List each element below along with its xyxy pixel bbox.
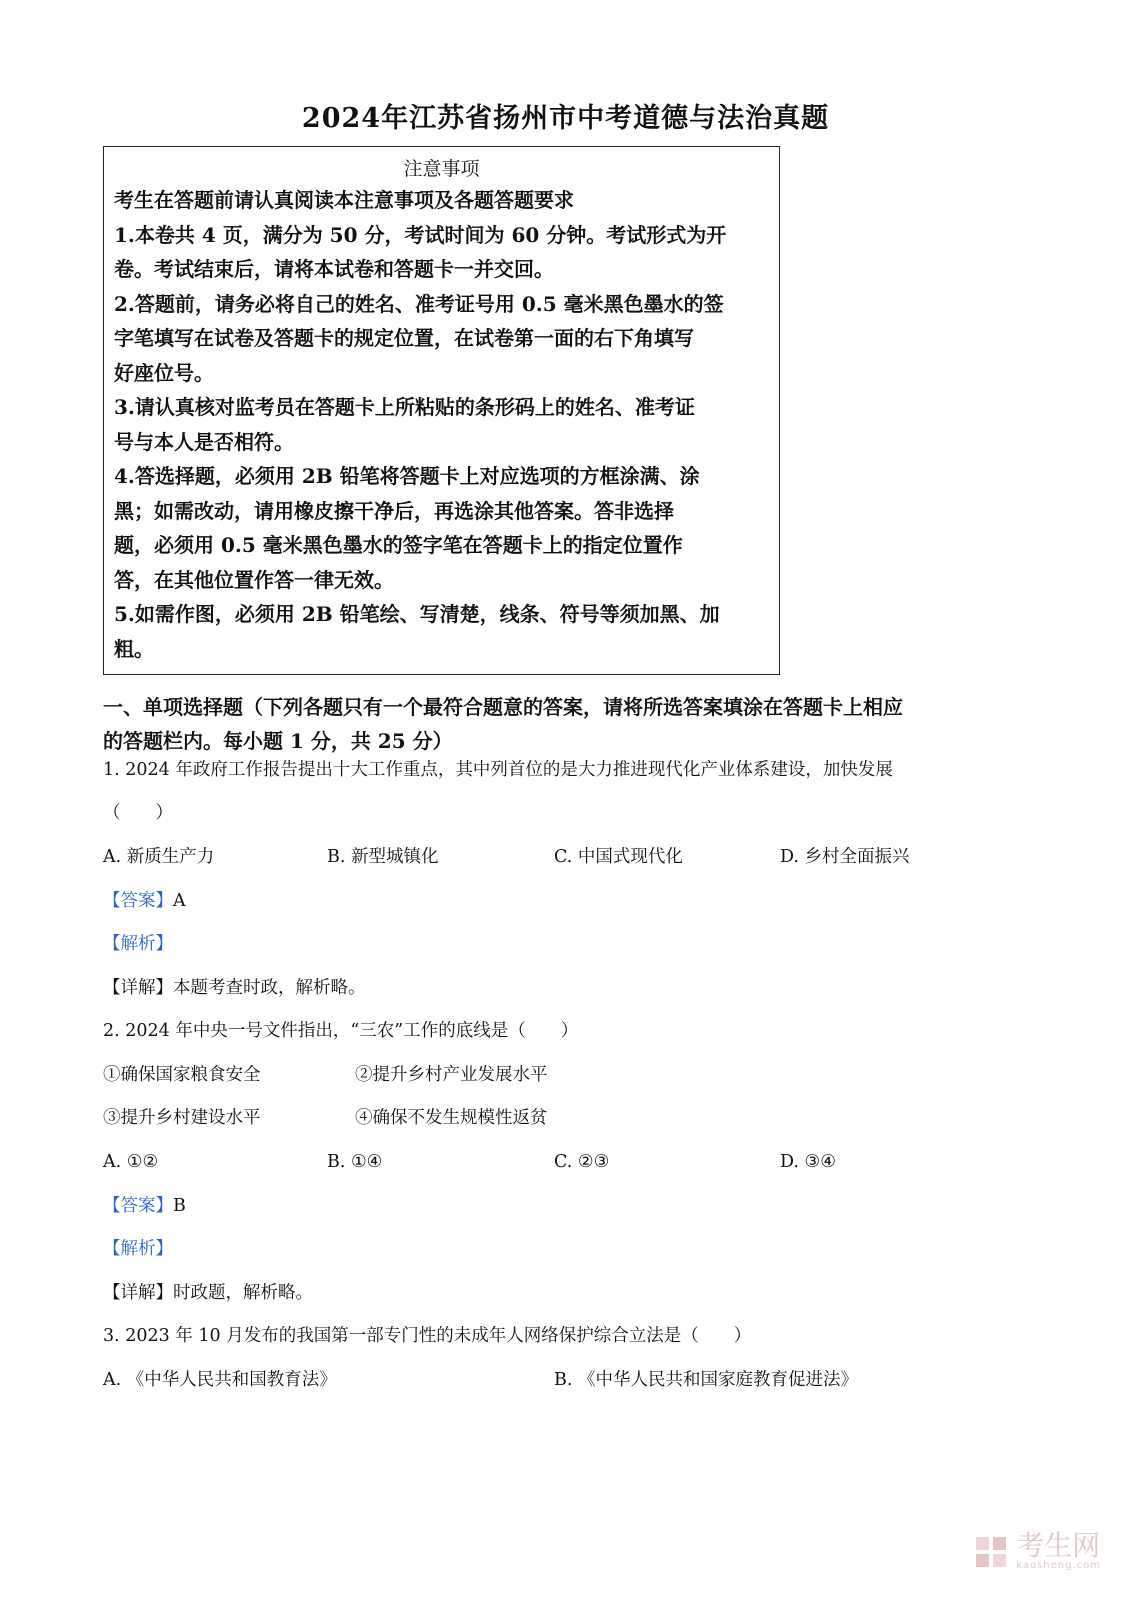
question-1-blank: （ ） (103, 803, 173, 823)
question-2-detail (103, 1281, 313, 1305)
answer-value: B (173, 1196, 186, 1216)
notice-line: 题，必须用 0.5 毫米黑色墨水的签字笔在答题卡上的指定位置作 (114, 533, 683, 557)
notice-line: 卷。考试结束后，请将本试卷和答题卡一并交回。 (114, 257, 554, 281)
section-heading (103, 690, 1033, 758)
section-heading-line: 一、单项选择题（下列各题只有一个最符合题意的答案，请将所选答案填涂在答题卡上相应 (103, 695, 903, 719)
answer-tag: 【答案】 (103, 891, 173, 911)
question-1-stem: 1. 2024 年政府工作报告提出十大工作重点，其中列首位的是大力推进现代化产业体系建设，加快发展 (103, 760, 893, 780)
notice-line: 5.如需作图，必须用 2B 铅笔绘、写清楚，线条、符号等须加黑、加 (114, 602, 720, 626)
section-heading-line: 的答题栏内。每小题 1 分，共 25 分） (103, 729, 453, 753)
kaosheng-logo-icon (974, 1535, 1008, 1569)
question-2-analysis-tag: 【解析】 (103, 1239, 173, 1259)
question-2-option-b: B. ①④ (327, 1152, 383, 1172)
question-1-analysis-tag: 【解析】 (103, 934, 173, 954)
question-2-item-2: ②提升乡村产业发展水平 (355, 1065, 548, 1085)
detail-text: 时政题，解析略。 (173, 1283, 313, 1303)
question-1-option-a: A. 新质生产力 (103, 847, 215, 867)
watermark-subtext: kaosheng.com (1016, 1560, 1101, 1571)
detail-text: 本题考查时政，解析略。 (173, 978, 366, 998)
question-2-item-4: ④确保不发生规模性返贫 (355, 1108, 548, 1128)
notice-line: 3.请认真核对监考员在答题卡上所粘贴的条形码上的姓名、准考证 (114, 395, 695, 419)
question-3-option-b: B. 《中华人民共和国家庭教育促进法》 (554, 1370, 858, 1390)
question-1-option-b: B. 新型城镇化 (327, 847, 439, 867)
notice-line: 2.答题前，请务必将自己的姓名、准考证号用 0.5 毫米黑色墨水的签 (114, 291, 724, 316)
notice-heading: 注意事项 (403, 158, 480, 180)
question-3-option-a: A. 《中华人民共和国教育法》 (103, 1370, 337, 1390)
notice-line: 号与本人是否相符。 (114, 429, 294, 454)
detail-tag: 【详解】 (103, 978, 173, 998)
question-2-option-a: A. ①② (103, 1152, 159, 1172)
watermark (974, 1529, 1101, 1572)
question-1-answer (103, 889, 186, 913)
notice-line: 字笔填写在试卷及答题卡的规定位置，在试卷第一面的右下角填写 (114, 326, 694, 350)
watermark-text: 考生网 (1016, 1529, 1101, 1562)
question-2-item-3: ③提升乡村建设水平 (103, 1108, 261, 1128)
notice-line: 答，在其他位置作答一律无效。 (114, 567, 394, 592)
notice-line: 1.本卷共 4 页，满分为 50 分，考试时间为 60 分钟。考试形式为开 (114, 222, 727, 247)
notice-box (103, 146, 780, 675)
question-2-stem: 2. 2024 年中央一号文件指出，“三农”工作的底线是（ ） (103, 1021, 579, 1041)
notice-line: 好座位号。 (114, 360, 214, 385)
question-1-option-d: D. 乡村全面振兴 (780, 847, 910, 867)
question-2-option-c: C. ②③ (554, 1152, 610, 1172)
answer-tag: 【答案】 (103, 1196, 173, 1216)
notice-line: 4.答选择题，必须用 2B 铅笔将答题卡上对应选项的方框涂满、涂 (114, 464, 700, 488)
notice-line: 黑；如需改动，请用橡皮擦干净后，再选涂其他答案。答非选择 (114, 498, 674, 523)
detail-tag: 【详解】 (103, 1283, 173, 1303)
question-2-answer (103, 1194, 186, 1218)
question-2-option-d: D. ③④ (780, 1152, 836, 1172)
question-2-item-1: ①确保国家粮食安全 (103, 1065, 261, 1085)
question-1-option-c: C. 中国式现代化 (554, 847, 683, 867)
question-3-stem: 3. 2023 年 10 月发布的我国第一部专门性的未成年人网络保护综合立法是（ ） (103, 1326, 752, 1346)
notice-line: 考生在答题前请认真阅读本注意事项及各题答题要求 (114, 188, 574, 212)
page-title: 2024年江苏省扬州市中考道德与法治真题 (301, 103, 830, 134)
answer-value: A (173, 891, 186, 911)
notice-line: 粗。 (114, 636, 154, 661)
question-1-detail (103, 976, 366, 1000)
